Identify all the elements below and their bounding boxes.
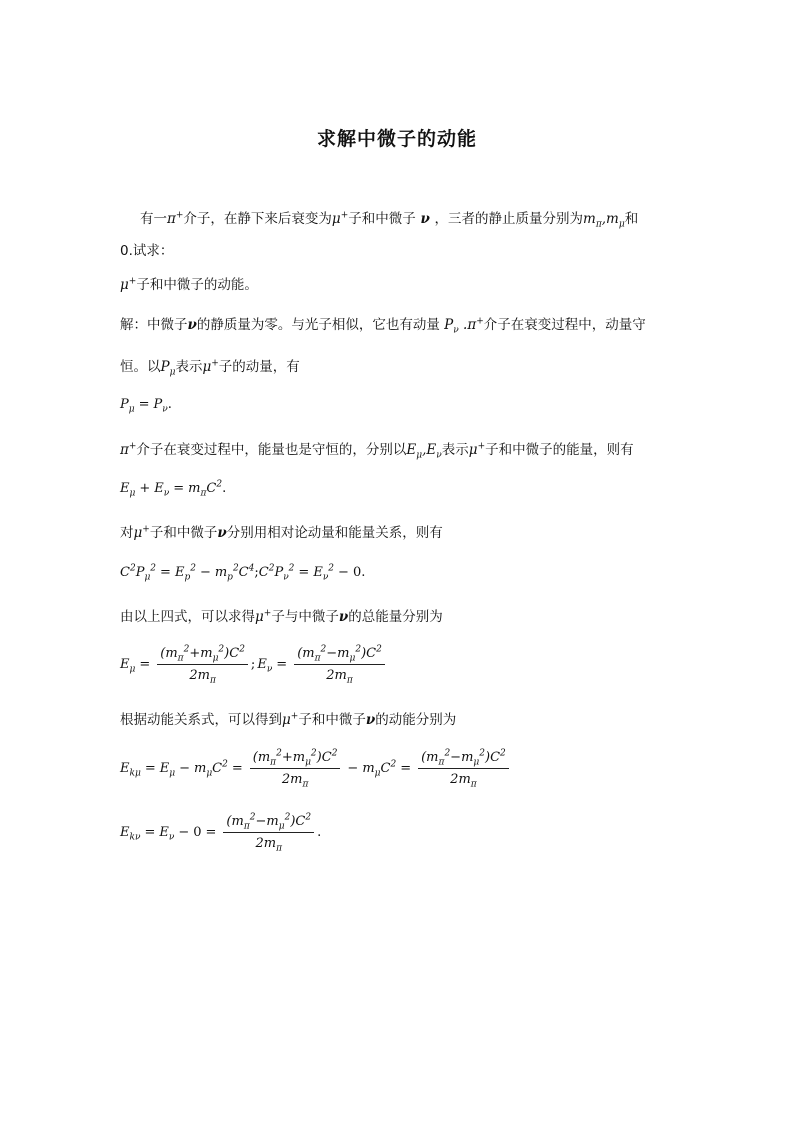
solution-line-2: 恒。以$P_\mu$表示μ+子的动量，有 — [120, 358, 300, 378]
solution-line-1: 解：中微子ν的静质量为零。与光子相似，它也有动量 $P_\nu$ .π+介子在衰变过程中，动量守 — [120, 316, 646, 336]
equation-relativistic: $C^2P_\mu^2$ = $E_p^2$ − $m_p^2C^4$ ; $C^2P_\nu^2$ = $E_\nu^2$ − 0. — [120, 563, 366, 583]
solution-line-5: 由以上四式，可以求得μ+子与中微子ν的总能量分别为 — [120, 608, 443, 625]
equation-momentum: $P_\mu$ = $P_\nu$ . — [120, 397, 172, 415]
solution-line-6: 根据动能关系式，可以得到μ+子和中微子ν的动能分别为 — [120, 711, 457, 728]
equation-kinetic-mu: $E_{k\mu}$ = $E_\mu$ − $m_\mu C^2$ = $\frac{(m_\pi^2+m_\mu^2)C^2}{2m_\pi}$ − $m_\mu C^2$ = $\frac{(m_\pi^2-m_\mu^2)C^2}{2m_\pi}$ — [120, 750, 512, 787]
intro-line-1: 有一π+介子，在静下来后衰变为μ+子和中微子 ν ，三者的静止质量分别为$m_\pi,m_\mu$和 — [140, 210, 639, 230]
solution-line-3: π+介子在衰变过程中，能量也是守恒的，分别以$E_\mu,E_\nu$表示μ+子和中微子的能量，则有 — [120, 441, 634, 461]
intro-line-2: 0.试求： — [120, 243, 174, 259]
solution-line-4: 对μ+子和中微子ν分别用相对论动量和能量关系，则有 — [120, 524, 443, 541]
equation-energy: $E_\mu$ + $E_\nu$ = $m_\pi C^2$ . — [120, 479, 227, 499]
page-title: 求解中微子的动能 — [316, 128, 477, 150]
equation-total-energy: $E_\mu$ = $\frac{(m_\pi^2+m_\mu^2)C^2}{2m_\pi}$ ; $E_\nu$ = $\frac{(m_\pi^2-m_\mu^2)C^2}{2m_\pi}$ — [120, 646, 388, 683]
equation-kinetic-nu: $E_{k\nu}$ = $E_\nu$ − 0 = $\frac{(m_\pi^2-m_\mu^2)C^2}{2m_\pi}$ . — [120, 812, 322, 854]
question-line: μ+子和中微子的动能。 — [120, 276, 258, 293]
